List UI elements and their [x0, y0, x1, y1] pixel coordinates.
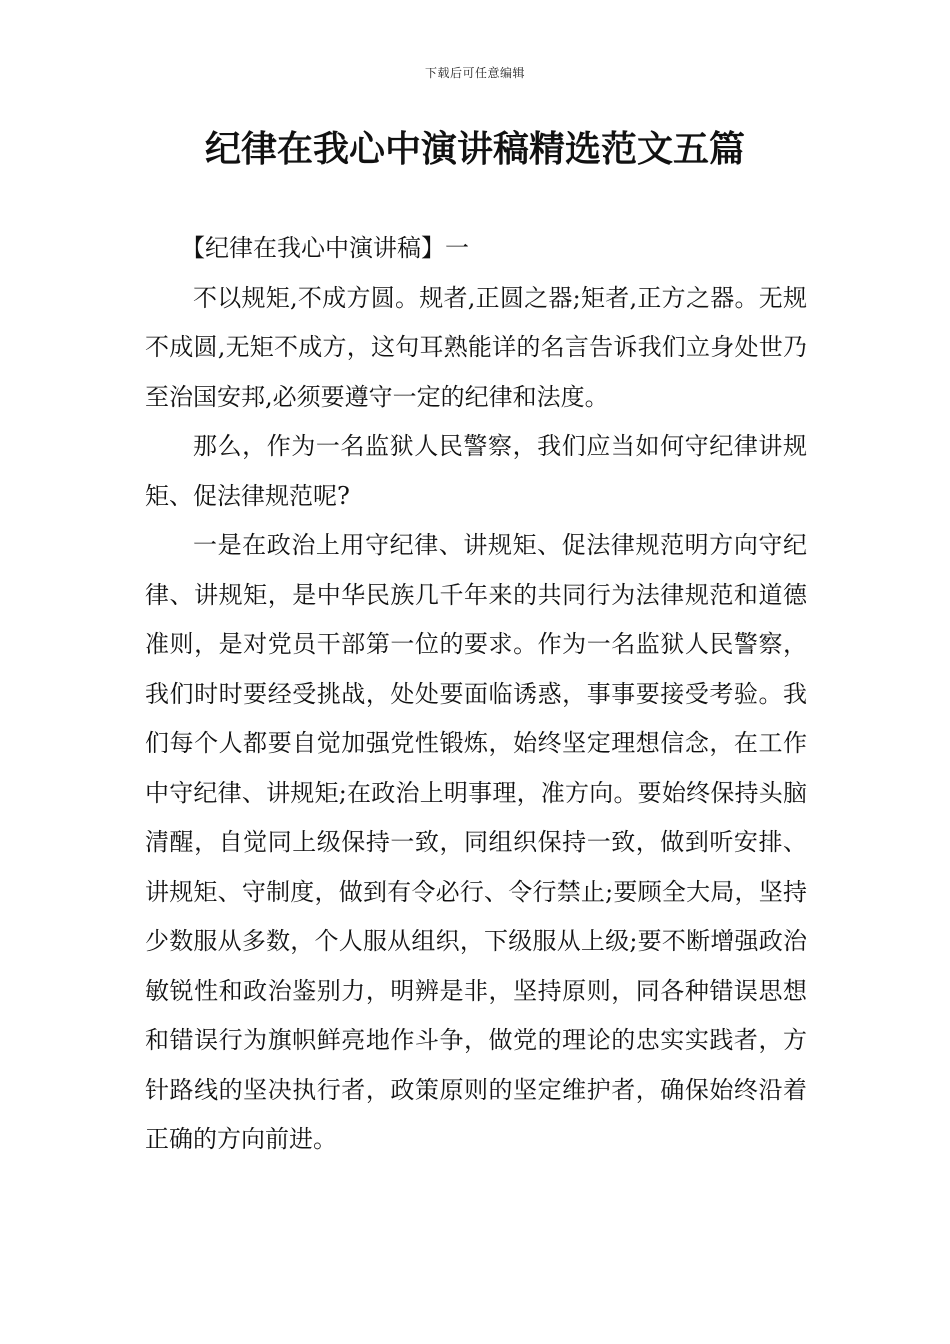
- document-body: [145, 224, 807, 1165]
- document-title: 纪律在我心中演讲稿精选范文五篇: [204, 129, 745, 170]
- section-heading: 【纪律在我心中演讲稿】一: [181, 234, 469, 262]
- header-note: 下载后可任意编辑: [424, 66, 525, 80]
- paragraph-2: 那么，作为一名监狱人民警察，我们应当如何守纪律讲规矩、促法律规范呢?: [145, 432, 807, 510]
- paragraph-3: 一是在政治上用守纪律、讲规矩、促法律规范明方向守纪律、讲规矩，是中华民族几千年来的共同行为法律规范和道德准则，是对党员干部第一位的要求。作为一名监狱人民警察，我们时时要经受挑战，处处要面临诱惑，事事要接受考验。我们每个人都要自觉加强党性锻炼，始终坚定理想信念，在工作中守纪律、讲规矩;在政治上明事理，准方向。要始终保持头脑清醒，自觉同上级保持一致，同组织保持一致，做到听安排、讲规矩、守制度，做到有令必行、令行禁止;要顾全大局，坚持少数服从多数，个人服从组织，下级服从上级;要不断增强政治敏锐性和政治鉴别力，明辨是非，坚持原则，同各种错误思想和错误行为旗帜鲜亮地作斗争，做党的理论的忠实实践者，方针路线的坚决执行者，政策原则的坚定维护者，确保始终沿着正确的方向前进。: [145, 531, 807, 1153]
- paragraph-1: 不以规矩,不成方圆。规者,正圆之器;矩者,正方之器。无规不成圆,无矩不成方，这句耳熟能详的名言告诉我们立身处世乃至治国安邦,必须要遵守一定的纪律和法度。: [145, 283, 807, 411]
